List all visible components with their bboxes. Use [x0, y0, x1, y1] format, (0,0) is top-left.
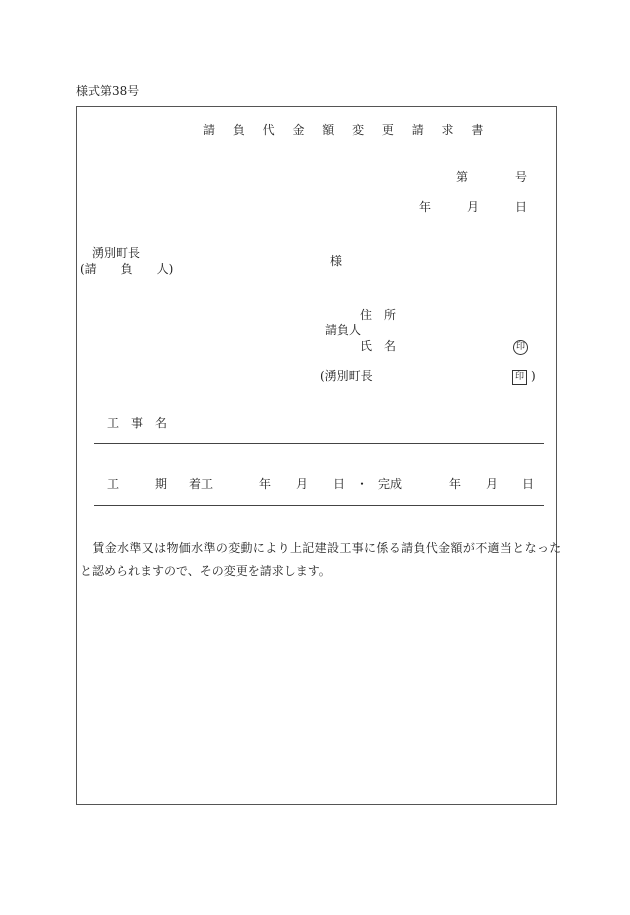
- doc-no-suffix: 号: [515, 170, 528, 184]
- start-month: 月: [296, 477, 309, 491]
- project-name-line: [94, 443, 544, 444]
- seal-circle-icon: 印: [513, 340, 528, 355]
- applicant-role-label: 請負人: [325, 323, 362, 337]
- mayor-label: (湧別町長: [320, 369, 373, 383]
- date-month: 月: [467, 200, 480, 214]
- addressee-honorific: 様: [330, 254, 343, 268]
- date-year: 年: [419, 200, 432, 214]
- address-label: 住 所: [360, 308, 397, 322]
- doc-no-prefix: 第: [456, 170, 469, 184]
- period-label: 工 期: [107, 477, 168, 491]
- project-name-label: 工 事 名: [107, 416, 168, 430]
- addressee-mayor: 湧別町長: [92, 246, 141, 260]
- period-end: 完成: [378, 477, 403, 491]
- period-separator: ・: [356, 477, 369, 491]
- period-line: [94, 505, 544, 506]
- mayor-close-paren: ): [531, 369, 536, 383]
- body-line-1: 賃金水準又は物価水準の変動により上記建設工事に係る請負代金額が不適当となった: [80, 541, 562, 555]
- period-start: 着工: [189, 477, 214, 491]
- start-year: 年: [259, 477, 272, 491]
- end-day: 日: [522, 477, 535, 491]
- end-month: 月: [486, 477, 499, 491]
- addressee-contractor: (請 負 人): [80, 262, 174, 276]
- start-day: 日: [333, 477, 346, 491]
- form-number: 様式第38号: [76, 84, 140, 98]
- name-label: 氏 名: [360, 339, 397, 353]
- end-year: 年: [449, 477, 462, 491]
- form-border: [76, 106, 557, 805]
- document-title: 請 負 代 金 額 変 更 請 求 書: [203, 123, 491, 137]
- seal-square-icon: 印: [512, 370, 527, 385]
- body-line-2: と認められますので、その変更を請求します。: [80, 564, 331, 578]
- date-day: 日: [515, 200, 528, 214]
